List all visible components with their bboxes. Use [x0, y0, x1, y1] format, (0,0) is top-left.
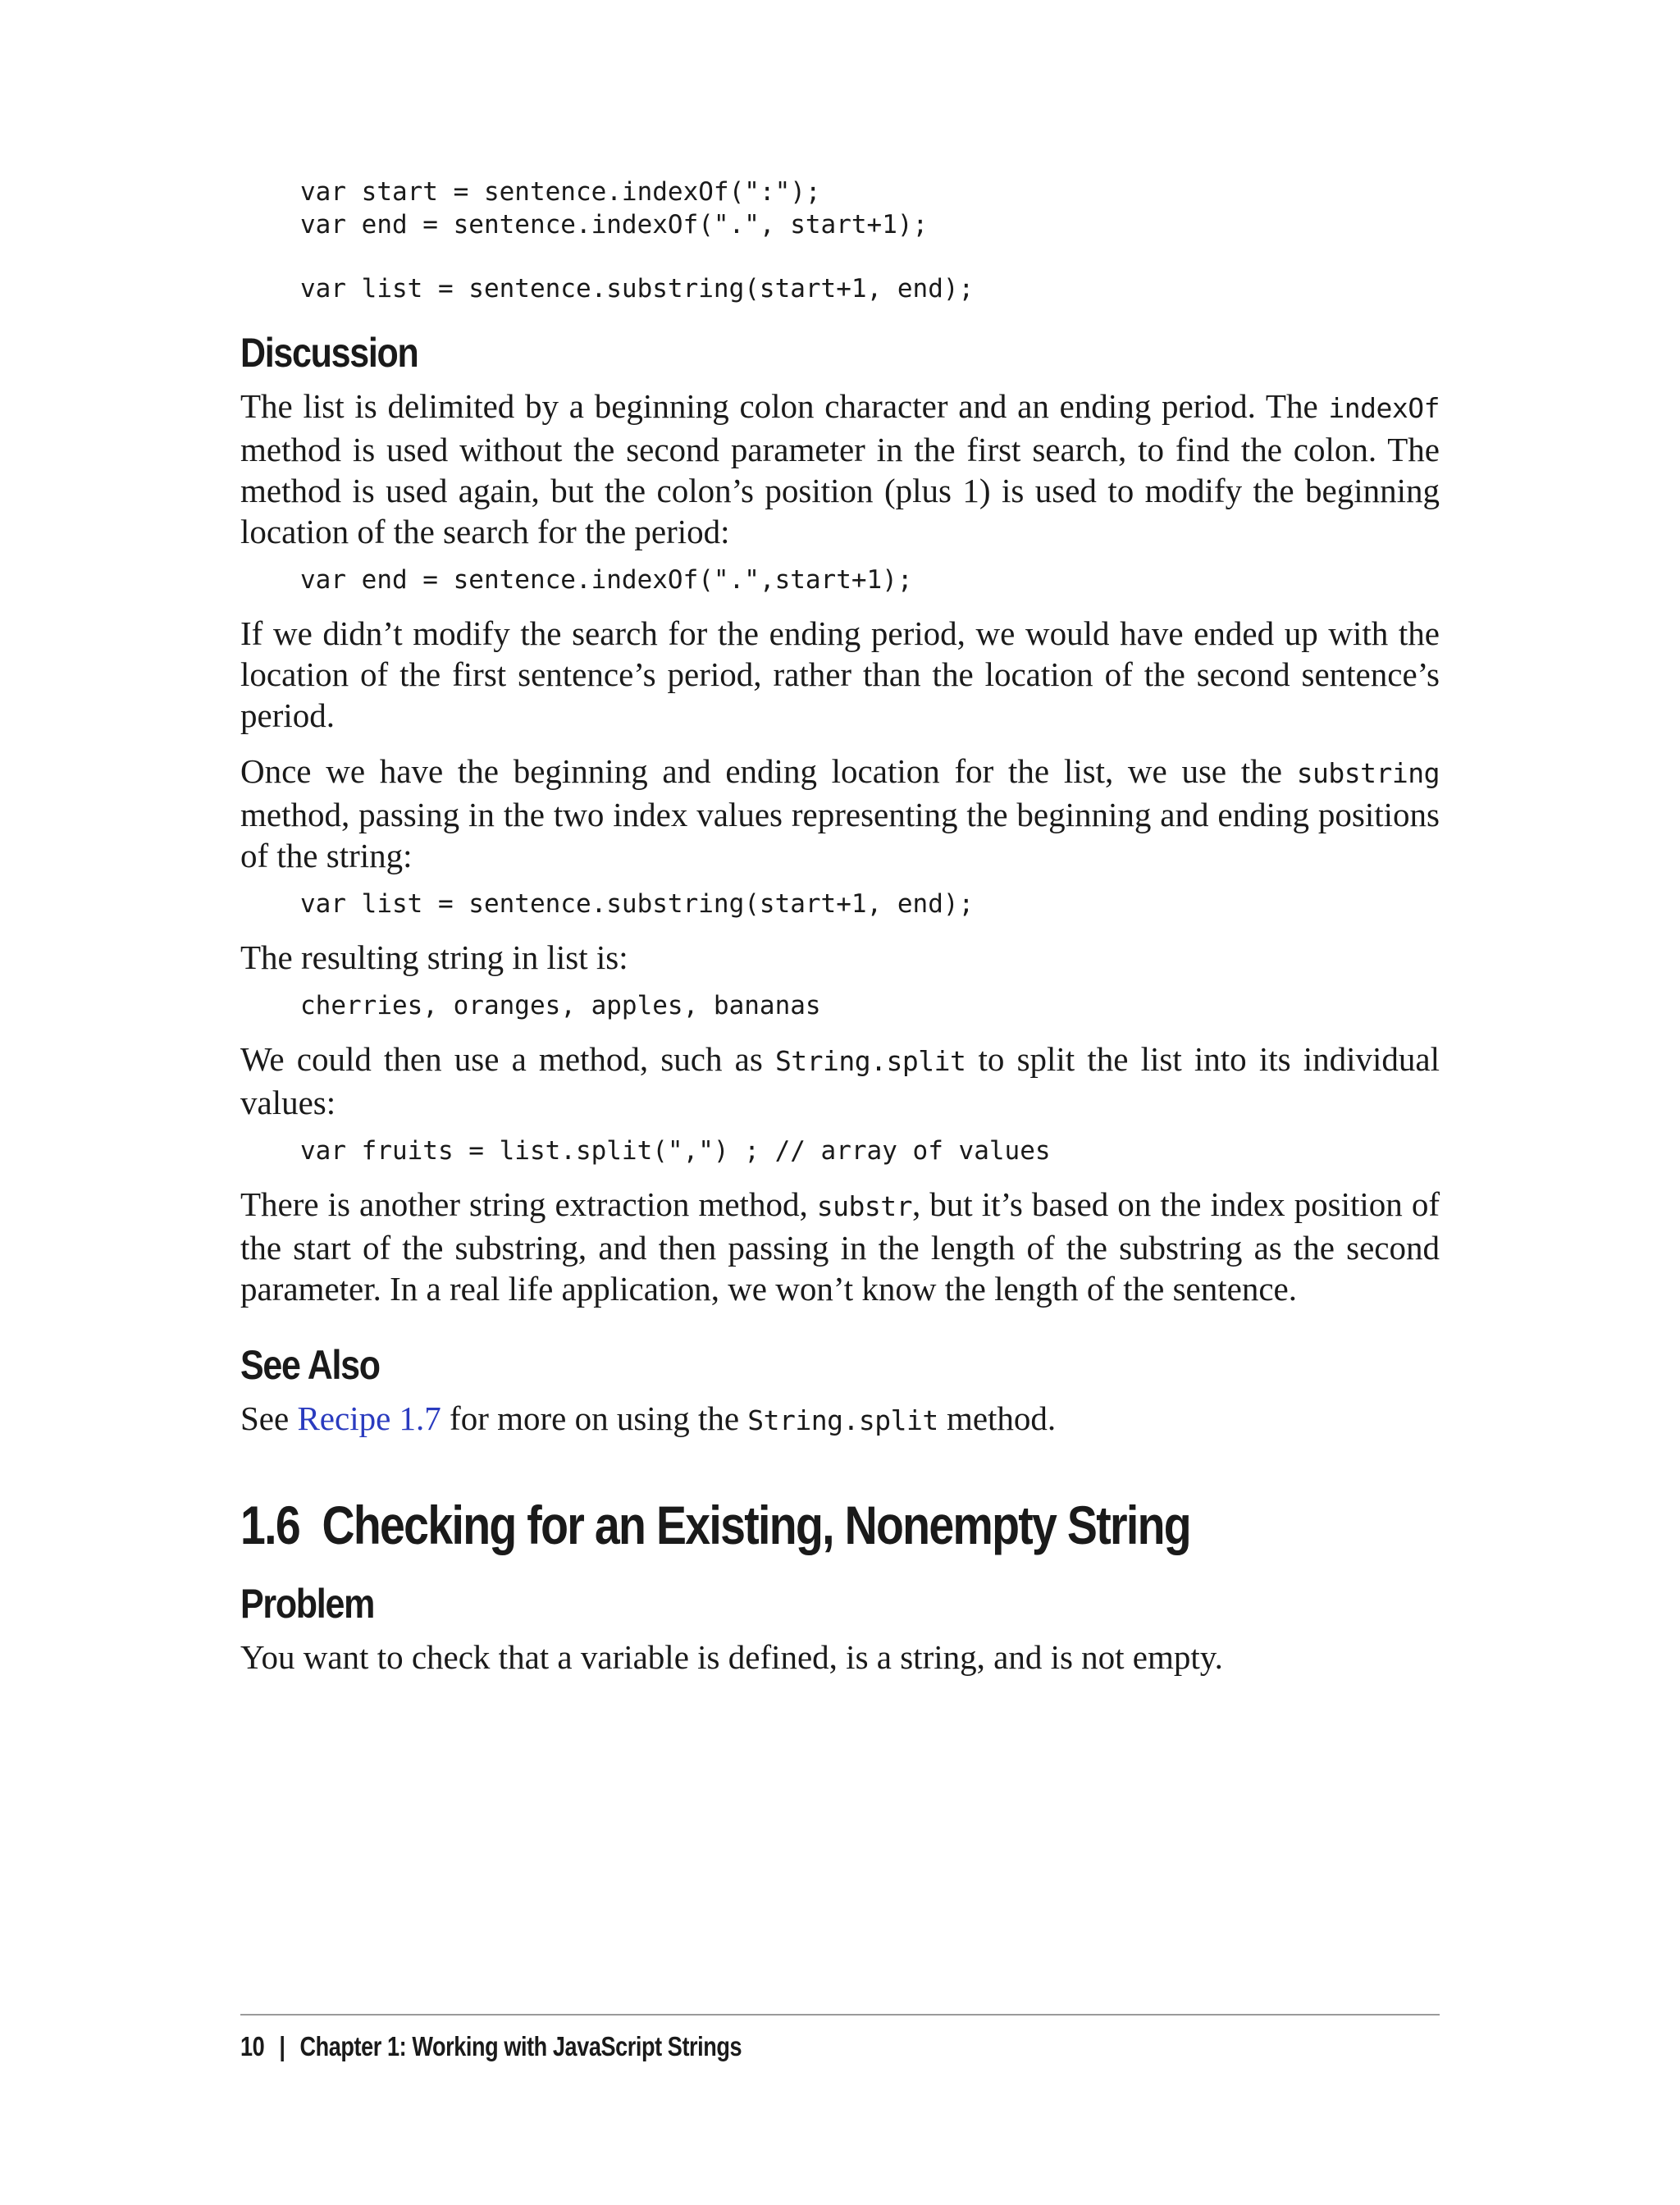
text: method. — [938, 1399, 1057, 1437]
page-number: 10 — [240, 2031, 265, 2061]
text: method, passing in the two index values representing the beginning and ending positions of the string: — [240, 796, 1440, 874]
text: for more on using the — [441, 1399, 748, 1437]
code-block-top — [240, 176, 1440, 305]
page-content — [240, 176, 1440, 1678]
paragraph — [240, 1184, 1440, 1309]
inline-code: String.split — [774, 1045, 966, 1077]
page-footer — [240, 2014, 1440, 2061]
inline-code: indexOf — [1328, 392, 1440, 424]
paragraph — [240, 1039, 1440, 1123]
text: The list is delimited by a beginning colon character and an ending period. The — [240, 387, 1329, 425]
section-title: 1.6 Checking for an Existing, Nonempty String — [240, 1495, 1190, 1555]
paragraph: You want to check that a variable is defined, is a string, and is not empty. — [240, 1638, 1223, 1676]
code-line: var end = sentence.indexOf(".", start+1); — [300, 210, 929, 240]
code-line: var end = sentence.indexOf(".",start+1); — [300, 565, 913, 595]
recipe-link[interactable]: Recipe 1.7 — [297, 1399, 441, 1437]
problem-heading: Problem — [240, 1581, 375, 1627]
paragraph: If we didn’t modify the search for the ending period, we would have ended up with the location of the first sentence’s period, rather than the location of the second sentence’s period. — [240, 614, 1440, 734]
text: Once we have the beginning and ending location for the list, we use the — [240, 752, 1297, 790]
text: We could then use a method, such as — [240, 1040, 775, 1078]
text: , but it’s based on the index position of the start of the substring, and then passing in the length of the substring as the second parameter. In a real life application, we won’t know the length of the sentence. — [240, 1185, 1440, 1308]
code-line: var list = sentence.substring(start+1, end); — [300, 889, 975, 919]
text: There is another string extraction method, — [240, 1185, 817, 1223]
inline-code: substr — [816, 1190, 912, 1222]
code-line: var list = sentence.substring(start+1, end); — [300, 274, 975, 304]
paragraph — [240, 386, 1440, 552]
text: See — [240, 1399, 298, 1437]
code-line: var start = sentence.indexOf(":"); — [300, 177, 821, 207]
text: to split the list into its individual values: — [240, 1040, 1440, 1121]
paragraph: The resulting string in list is: — [240, 938, 628, 976]
paragraph — [240, 1398, 1440, 1441]
footer-separator: | — [279, 2031, 285, 2061]
text: method is used without the second parameter in the first search, to find the colon. The method is used again, but the colon’s position (plus 1) is used to modify the beginning location of the search for the period: — [240, 431, 1440, 550]
inline-code: String.split — [747, 1404, 938, 1436]
see-also-heading: See Also — [240, 1342, 380, 1388]
inline-code: substring — [1296, 757, 1440, 789]
discussion-heading: Discussion — [240, 330, 418, 376]
footer-text — [240, 2030, 742, 2063]
code-line: cherries, oranges, apples, bananas — [300, 991, 821, 1020]
chapter-title: Chapter 1: Working with JavaScript Strings — [299, 2031, 742, 2061]
paragraph — [240, 751, 1440, 876]
code-line: var fruits = list.split(",") ; // array of values — [300, 1136, 1051, 1166]
